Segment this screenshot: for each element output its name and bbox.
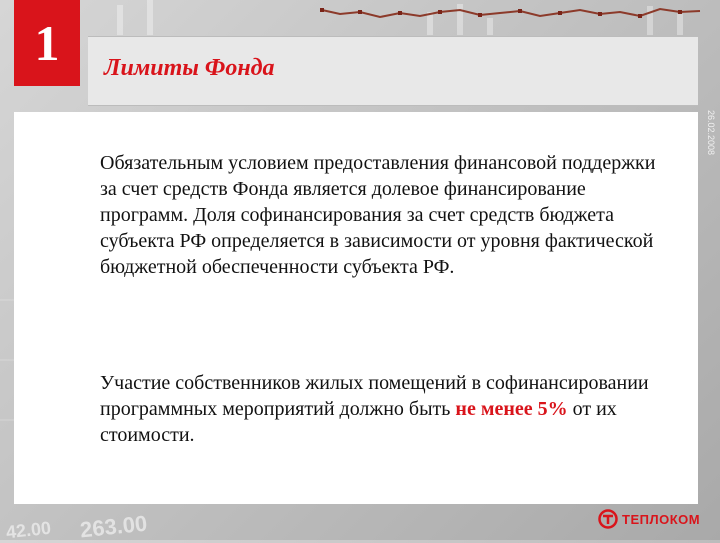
body-paragraph-1: Обязательным условием предоставления финансовой поддержки за счет средств Фонда является долевое финансирование программ. Доля софинансирования за счет средств бюджета субъекта РФ определяется в зависимости от уровня фактической бюджетной обеспеченности субъекта РФ. [100, 152, 656, 278]
slide-number-badge [14, 0, 80, 86]
highlight-min-share: не менее 5% [455, 398, 568, 420]
slide-number: 1 [34, 15, 60, 71]
background-number: 263.00 [78, 510, 149, 543]
teplokom-logo-icon [598, 509, 618, 529]
body-paragraph-2 [100, 370, 660, 448]
company-logo [598, 508, 700, 530]
page-title: Лимиты Фонда [104, 55, 275, 81]
logo-text: ТЕПЛОКОМ [622, 511, 701, 527]
paragraph-2-text-end: от их стоимости. [100, 398, 617, 446]
paragraph-2-text-start: Участие собственников жилых помещений в софинансировании программных мероприятий должно быть [100, 372, 649, 420]
background-number: 42.00 [5, 517, 52, 543]
background-watermark-date: 26.02.2008 [706, 110, 716, 156]
content-panel [14, 112, 698, 504]
title-bar [88, 36, 698, 106]
